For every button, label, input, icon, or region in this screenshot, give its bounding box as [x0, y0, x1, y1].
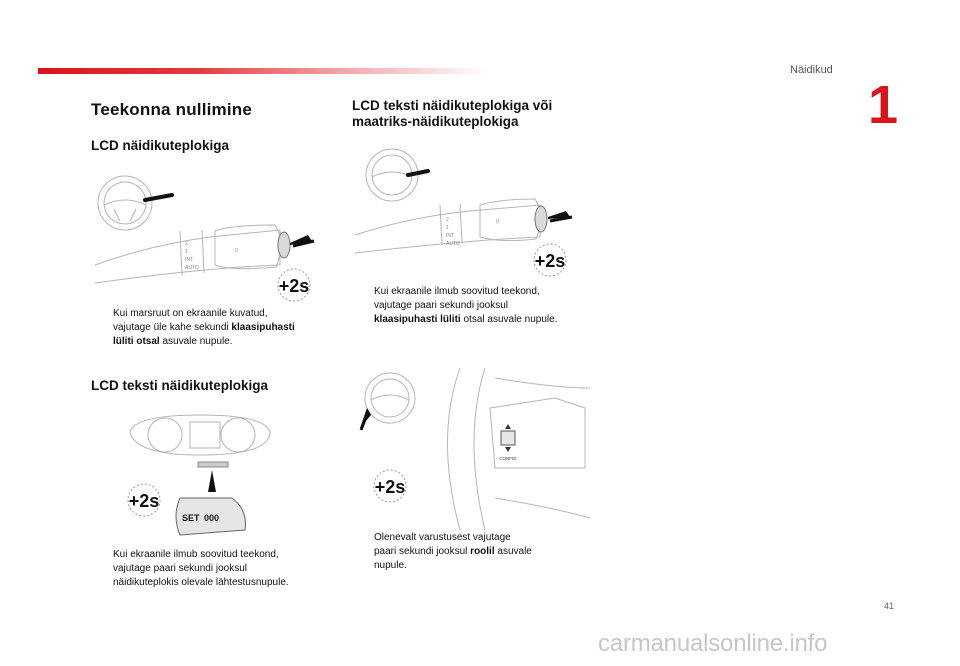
instrument-cluster-illustration [120, 410, 320, 550]
page-title: Teekonna nullimine [91, 100, 253, 119]
bullet-item: Kui ekraanile ilmub soovitud teekond, vajutage paari sekundi jooksul näidikuteplokis olevale lähtestusnupule. [113, 549, 289, 588]
svg-text:INT: INT [446, 233, 455, 239]
svg-text:AUTO: AUTO [446, 241, 460, 247]
svg-text:1: 1 [446, 225, 449, 231]
page-number: 41 [884, 601, 895, 611]
subheading-lcd: LCD näidikuteplokiga [91, 138, 230, 153]
bullet-item: Olenevalt varustusest vajutage paari sekundi jooksul roolil asuvale nupule. [374, 532, 532, 571]
hold-2s-icon [274, 267, 314, 303]
bullet-item: Kui marsruut on ekraanile kuvatud, vajutage üle kahe sekundi klaasipuhasti lüliti otsal asuvale nupule. [113, 308, 295, 347]
header-accent-bar [38, 68, 488, 74]
watermark: carmanualsonline.info [598, 630, 828, 657]
svg-text:1: 1 [185, 249, 188, 255]
hold-2s-icon [124, 482, 164, 518]
svg-text:0: 0 [235, 248, 238, 254]
svg-text:SET: SET [182, 513, 200, 523]
hold-2s-icon [370, 468, 410, 504]
hold-2s-label: +2s [278, 276, 310, 296]
svg-text:2: 2 [185, 241, 188, 247]
svg-text:0: 0 [496, 219, 499, 225]
section-label: Näidikud [790, 64, 833, 76]
steering-wheel-illustration [355, 368, 595, 533]
hold-2s-label: +2s [534, 251, 566, 271]
svg-text:2: 2 [446, 217, 449, 223]
hold-2s-icon [530, 242, 570, 278]
svg-text:INT: INT [185, 257, 194, 263]
config-label: CONFIG [499, 456, 517, 461]
subheading-lcd-text: LCD teksti näidikuteplokiga [91, 378, 269, 393]
chapter-number: 1 [868, 75, 899, 135]
hold-2s-label: +2s [128, 491, 160, 511]
subheading-lcd-matrix: LCD teksti näidikuteplokiga või maatriks-näidikuteplokiga [352, 98, 553, 129]
bullet-item: Kui ekraanile ilmub soovitud teekond, vajutage paari sekundi jooksul klaasipuhasti lüliti otsal asuvale nupule. [374, 286, 558, 325]
svg-text:000: 000 [204, 513, 220, 523]
svg-text:AUTO: AUTO [185, 265, 199, 271]
hold-2s-label: +2s [374, 477, 406, 497]
